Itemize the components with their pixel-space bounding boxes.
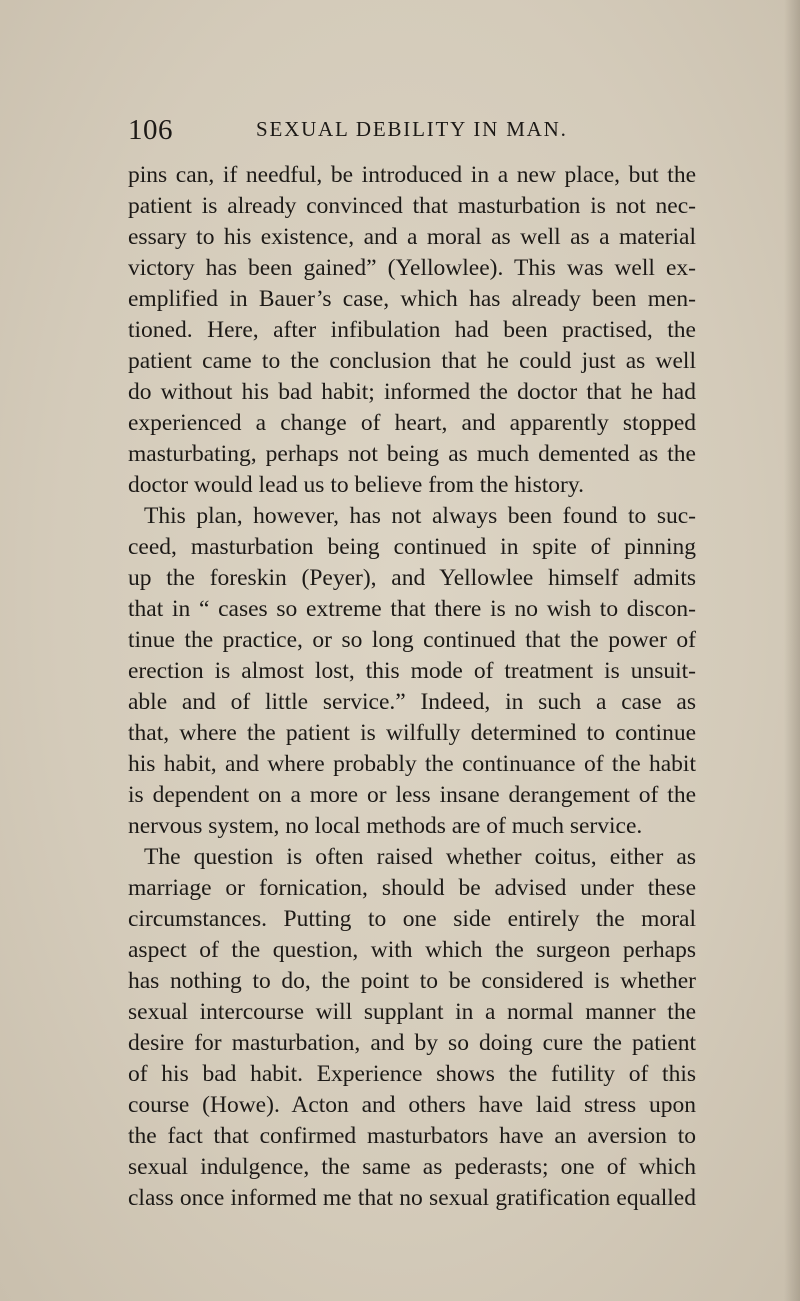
text-line: nervous system, no local methods are of much service. [128, 813, 643, 839]
text-line: This plan, however, has not always been found to suc- [144, 503, 696, 529]
text-line: tioned. Here, after infibulation had been practised, the [128, 317, 696, 343]
text-line: patient came to the conclusion that he could just as well [128, 348, 696, 374]
text-line: experienced a change of heart, and apparently stopped [128, 410, 696, 436]
text-line: pins can, if needful, be introduced in a new place, but the [128, 162, 696, 188]
text-line: do without his bad habit; informed the doctor that he had [128, 379, 696, 405]
text-line: sexual indulgence, the same as pederasts; one of which [128, 1154, 696, 1180]
text-line: of his bad habit. Experience shows the futility of this [128, 1061, 696, 1087]
text-line: able and of little service.” Indeed, in such a case as [128, 689, 696, 715]
body-text [128, 160, 696, 1214]
text-line: his habit, and where probably the continuance of the habit [128, 751, 696, 777]
text-line: masturbating, perhaps not being as much demented as the [128, 441, 696, 467]
text-line: emplified in Bauer’s case, which has already been men- [128, 286, 696, 312]
text-line: class once informed me that no sexual gratification equalled [128, 1185, 696, 1211]
running-head: SEXUAL DEBILITY IN MAN. [256, 117, 568, 141]
text-line: erection is almost lost, this mode of treatment is unsuit- [128, 658, 696, 684]
text-line: circumstances. Putting to one side entirely the moral [128, 906, 696, 932]
page-edge-shadow [784, 0, 800, 1301]
text-line: ceed, masturbation being continued in spite of pinning [128, 534, 696, 560]
text-line: desire for masturbation, and by so doing cure the patient [128, 1030, 696, 1056]
text-line: marriage or fornication, should be advised under these [128, 875, 696, 901]
text-line: the fact that confirmed masturbators have an aversion to [128, 1123, 696, 1149]
page-header [128, 114, 688, 148]
text-line: doctor would lead us to believe from the history. [128, 472, 584, 498]
text-line: sexual intercourse will supplant in a normal manner the [128, 999, 696, 1025]
text-line: tinue the practice, or so long continued that the power of [128, 627, 696, 653]
text-line: that in “ cases so extreme that there is no wish to discon- [128, 596, 696, 622]
text-line: course (Howe). Acton and others have laid stress upon [128, 1092, 696, 1118]
text-line: is dependent on a more or less insane derangement of the [128, 782, 696, 808]
text-line: that, where the patient is wilfully determined to continue [128, 720, 696, 746]
page-number: 106 [128, 114, 173, 146]
text-line: aspect of the question, with which the surgeon perhaps [128, 937, 696, 963]
text-line: victory has been gained” (Yellowlee). This was well ex- [128, 255, 696, 281]
text-line: has nothing to do, the point to be considered is whether [128, 968, 696, 994]
text-line: patient is already convinced that masturbation is not nec- [128, 193, 696, 219]
text-line: essary to his existence, and a moral as well as a material [128, 224, 696, 250]
text-line: up the foreskin (Peyer), and Yellowlee himself admits [128, 565, 696, 591]
text-line: The question is often raised whether coitus, either as [144, 844, 696, 870]
